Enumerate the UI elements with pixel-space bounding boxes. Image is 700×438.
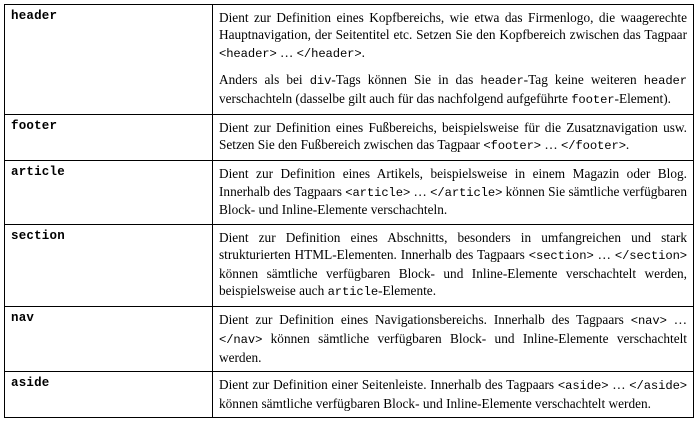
table-body: [5, 5, 694, 418]
table-row: [5, 161, 694, 224]
tag-description-cell: [213, 224, 694, 306]
inline-code: </aside>: [629, 378, 687, 393]
inline-code: footer: [571, 93, 615, 108]
tag-name-cell: section: [5, 224, 213, 306]
tag-description-cell: [213, 161, 694, 224]
table-row: [5, 5, 694, 115]
inline-code: <section>: [528, 248, 594, 263]
inline-code: <aside>: [557, 378, 609, 393]
inline-code: div: [309, 74, 332, 89]
description-paragraph: Dient zur Definition eines Fußbereichs, beispielsweise für die Zusatznavigation usw. Setzen Sie den Fußbereich zwischen das Tagpaar <footer> … </footer>.: [219, 120, 687, 154]
inline-code: </section>: [614, 248, 687, 263]
tag-description-cell: [213, 115, 694, 161]
description-paragraph: Anders als bei div-Tags können Sie in das header-Tag keine weiteren header verschachteln (dasselbe gilt auch für das nachfolgend aufgeführte footer-Element).: [219, 72, 687, 108]
inline-code: </article>: [430, 185, 503, 200]
table-row: [5, 224, 694, 306]
inline-code: <footer>: [483, 139, 542, 154]
inline-code: article: [327, 285, 379, 300]
table-row: [5, 115, 694, 161]
tag-name-cell: footer: [5, 115, 213, 161]
tag-description-cell: [213, 5, 694, 115]
description-paragraph: Dient zur Definition eines Kopfbereichs, wie etwa das Firmenlogo, die waagerechte Hauptnavigation, der Seitentitel etc. Setzen Sie den Kopfbereich zwischen das Tagpaar <header> … </header>.: [219, 10, 687, 61]
table-row: [5, 371, 694, 417]
inline-code: header: [480, 74, 524, 89]
inline-code: header: [643, 74, 687, 89]
tag-name-cell: nav: [5, 306, 213, 371]
inline-code: <article>: [345, 185, 411, 200]
table-row: [5, 306, 694, 371]
tag-description-cell: [213, 371, 694, 417]
tag-description-cell: [213, 306, 694, 371]
inline-code: <header>: [219, 46, 277, 61]
description-paragraph: Dient zur Definition eines Abschnitts, besonders in umfangreichen und stark strukturierten HTML-Elementen. Innerhalb des Tagpaars <section> … </section> können sämtliche verfügbaren Block- und Inline-Elemente verschachtelt werden, beispielsweise auch article-Elemente.: [219, 229, 687, 300]
tag-name-cell: aside: [5, 371, 213, 417]
inline-code: </header>: [296, 46, 362, 61]
tag-name-cell: header: [5, 5, 213, 115]
description-paragraph: Dient zur Definition eines Artikels, beispielsweise in einem Magazin oder Blog. Innerhalb des Tagpaars <article> … </article> können Sie sämtliche verfügbaren Block- und Inline-Elemente verschachteln.: [219, 166, 687, 218]
html5-semantic-tags-table: [4, 4, 694, 418]
description-paragraph: Dient zur Definition eines Navigationsbereichs. Innerhalb des Tagpaars <nav> … </nav> können sämtliche verfügbaren Block- und Inline-Elemente verschachtelt werden.: [219, 311, 687, 365]
inline-code: </footer>: [560, 139, 626, 154]
inline-code: </nav>: [219, 332, 263, 347]
inline-code: <nav>: [630, 313, 667, 328]
description-paragraph: Dient zur Definition einer Seitenleiste. Innerhalb des Tagpaars <aside> … </aside> können sämtliche verfügbaren Block- und Inline-Elemente verschachtelt werden.: [219, 376, 687, 411]
tag-name-cell: article: [5, 161, 213, 224]
